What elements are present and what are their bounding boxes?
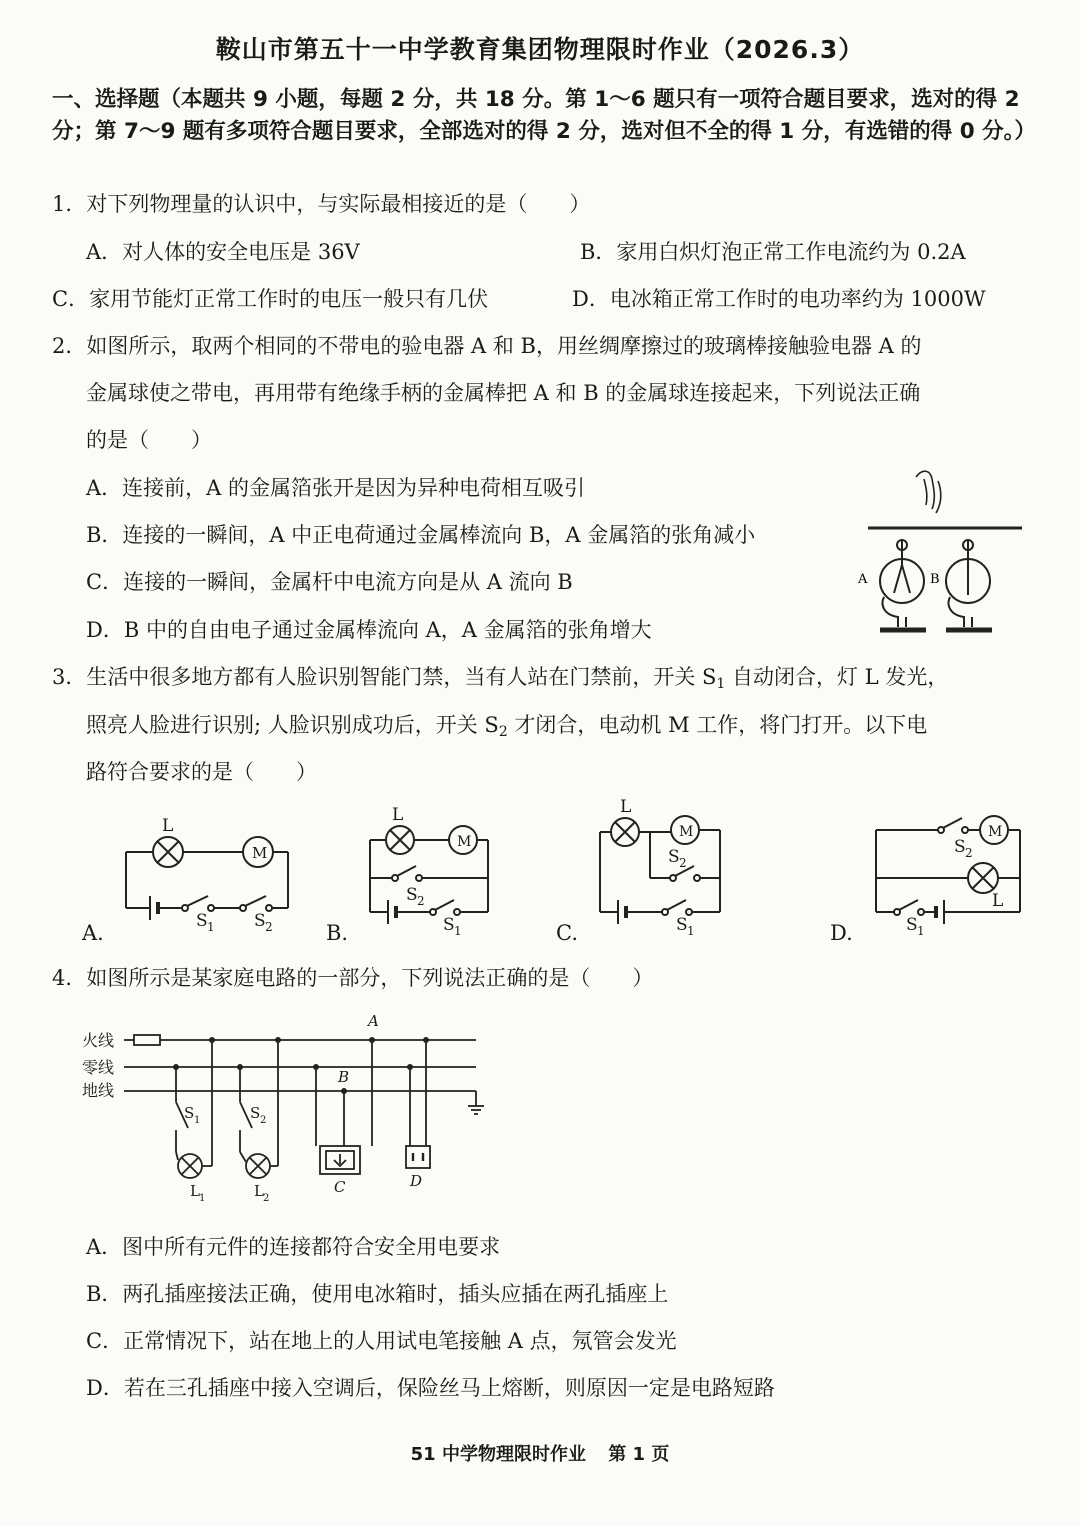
question-1-option-b: B．家用白炽灯泡正常工作电流约为 0.2A bbox=[580, 240, 966, 264]
question-3-stem-subscript: 1 bbox=[716, 676, 726, 692]
circuit-b-s2-sub: 2 bbox=[417, 894, 425, 908]
circuit-a-motor-label: M bbox=[252, 844, 268, 862]
circuit-diagrams bbox=[70, 797, 1050, 950]
circuit-d-s1-sub: 1 bbox=[917, 924, 925, 938]
switch-s1-sub: 1 bbox=[194, 1115, 201, 1126]
footer-page-number: 第 1 页 bbox=[608, 1444, 670, 1465]
circuit-d-motor-label: M bbox=[988, 824, 1003, 840]
circuit-d-s1-label: S bbox=[906, 915, 918, 935]
question-2-option-b: B．连接的一瞬间，A 中正电荷通过金属棒流向 B，A 金属箔的张角减小 bbox=[86, 523, 756, 547]
point-d-label: D bbox=[410, 1172, 423, 1190]
question-2-stem-line-1: 2．如图所示，取两个相同的不带电的验电器 A 和 B，用丝绸摩擦过的玻璃棒接触验电器 A 的 bbox=[52, 334, 922, 358]
question-2-option-d: D．B 中的自由电子通过金属棒流向 A，A 金属箔的张角增大 bbox=[86, 618, 652, 642]
question-3-stem-line-2 bbox=[86, 709, 927, 740]
question-1-option-c: C．家用节能灯正常工作时的电压一般只有几伏 bbox=[52, 287, 489, 311]
circuit-c-s2-label: S bbox=[668, 847, 680, 867]
circuit-a-s2-sub: 2 bbox=[265, 920, 273, 934]
electroscope-label-a: A bbox=[858, 572, 868, 587]
circuit-a-s1-sub: 1 bbox=[207, 920, 215, 934]
question-3-stem-text: 照亮人脸进行识别; 人脸识别成功后，开关 S bbox=[86, 713, 499, 737]
circuit-b-s1-label: S bbox=[443, 915, 455, 935]
point-c-label: C bbox=[334, 1178, 346, 1196]
question-3-stem-line-3: 路符合要求的是（ ） bbox=[86, 760, 317, 784]
circuit-a-option: A. bbox=[82, 921, 104, 945]
live-wire-label: 火线 bbox=[82, 1031, 115, 1050]
question-4-option-a: A．图中所有元件的连接都符合安全用电要求 bbox=[86, 1235, 501, 1259]
circuit-a-s1-label: S bbox=[196, 911, 208, 931]
household-circuit-diagram bbox=[80, 1010, 520, 1210]
ground-wire-label: 地线 bbox=[82, 1081, 115, 1100]
page-footer bbox=[0, 1440, 1080, 1466]
electroscope-label-b: B bbox=[930, 572, 940, 587]
circuit-c-lamp-label: L bbox=[620, 797, 632, 817]
question-1-option-d: D．电冰箱正常工作时的电功率约为 1000W bbox=[572, 287, 986, 311]
question-4-option-d: D．若在三孔插座中接入空调后，保险丝马上熔断，则原因一定是电路短路 bbox=[86, 1376, 775, 1400]
lamp-l1-label: L bbox=[190, 1182, 200, 1200]
page-title: 鞍山市第五十一中学教育集团物理限时作业（2026.3） bbox=[215, 35, 865, 64]
circuit-d-s2-label: S bbox=[954, 837, 966, 857]
circuit-c-s2-sub: 2 bbox=[679, 856, 687, 870]
question-3-stem-line-1 bbox=[52, 661, 948, 692]
question-3-stem-text: 自动闭合，灯 L 发光， bbox=[725, 665, 949, 689]
point-a-label: A bbox=[368, 1012, 379, 1030]
circuit-a-s2-label: S bbox=[254, 911, 266, 931]
circuit-d-lamp-label: L bbox=[992, 891, 1004, 911]
question-4-stem: 4．如图所示是某家庭电路的一部分，下列说法正确的是（ ） bbox=[52, 966, 654, 990]
lamp-l1-sub: 1 bbox=[199, 1193, 206, 1204]
switch-s2-sub: 2 bbox=[260, 1115, 267, 1126]
point-b-label: B bbox=[338, 1068, 350, 1086]
circuit-b-lamp-label: L bbox=[392, 805, 404, 825]
circuit-b-s1-sub: 1 bbox=[454, 924, 462, 938]
question-2-option-a: A．连接前，A 的金属箔张开是因为异种电荷相互吸引 bbox=[86, 476, 586, 500]
switch-s2-label: S bbox=[250, 1104, 261, 1122]
circuit-b-motor-label: M bbox=[457, 834, 472, 850]
circuit-c-s1-label: S bbox=[676, 915, 688, 935]
circuit-c-motor-label: M bbox=[679, 824, 694, 840]
circuit-c-option: C. bbox=[556, 921, 578, 945]
neutral-wire-label: 零线 bbox=[82, 1058, 115, 1077]
circuit-d-s2-sub: 2 bbox=[965, 846, 973, 860]
electroscope-figure bbox=[850, 465, 1040, 640]
circuit-d-option: D. bbox=[830, 921, 853, 945]
question-3-stem-subscript: 2 bbox=[498, 724, 508, 740]
question-2-stem-line-3: 的是（ ） bbox=[86, 428, 212, 452]
question-1-stem: 1．对下列物理量的认识中，与实际最相接近的是（ ） bbox=[52, 192, 591, 216]
section-heading: 一、选择题（本题共 9 小题，每题 2 分，共 18 分。第 1～6 题只有一项符合题目要求，选对的得 2 分；第 7～9 题有多项符合题目要求，全部选对的得 2 分，选对但不全的得 1 分，有选错的得 0 分。） bbox=[52, 87, 1036, 144]
lamp-l2-label: L bbox=[254, 1182, 264, 1200]
question-2-stem-line-2: 金属球使之带电，再用带有绝缘手柄的金属棒把 A 和 B 的金属球连接起来，下列说法正确 bbox=[86, 381, 921, 405]
question-3-stem-text: 3．生活中很多地方都有人脸识别智能门禁，当有人站在门禁前，开关 S bbox=[52, 665, 717, 689]
circuit-b-s2-label: S bbox=[406, 885, 418, 905]
question-3-stem-text: 才闭合，电动机 M 工作，将门打开。以下电 bbox=[507, 713, 928, 737]
footer-title: 51 中学物理限时作业 bbox=[410, 1444, 586, 1465]
lamp-l2-sub: 2 bbox=[263, 1193, 270, 1204]
question-2-option-c: C．连接的一瞬间，金属杆中电流方向是从 A 流向 B bbox=[86, 570, 573, 594]
question-4-option-c: C．正常情况下，站在地上的人用试电笔接触 A 点，氖管会发光 bbox=[86, 1329, 677, 1353]
circuit-c-s1-sub: 1 bbox=[687, 924, 695, 938]
switch-s1-label: S bbox=[184, 1104, 195, 1122]
question-1-option-a: A．对人体的安全电压是 36V bbox=[86, 240, 360, 264]
question-4-option-b: B．两孔插座接法正确，使用电冰箱时，插头应插在两孔插座上 bbox=[86, 1282, 669, 1306]
circuit-a-lamp-label: L bbox=[162, 816, 174, 836]
circuit-b-option: B. bbox=[326, 921, 349, 945]
